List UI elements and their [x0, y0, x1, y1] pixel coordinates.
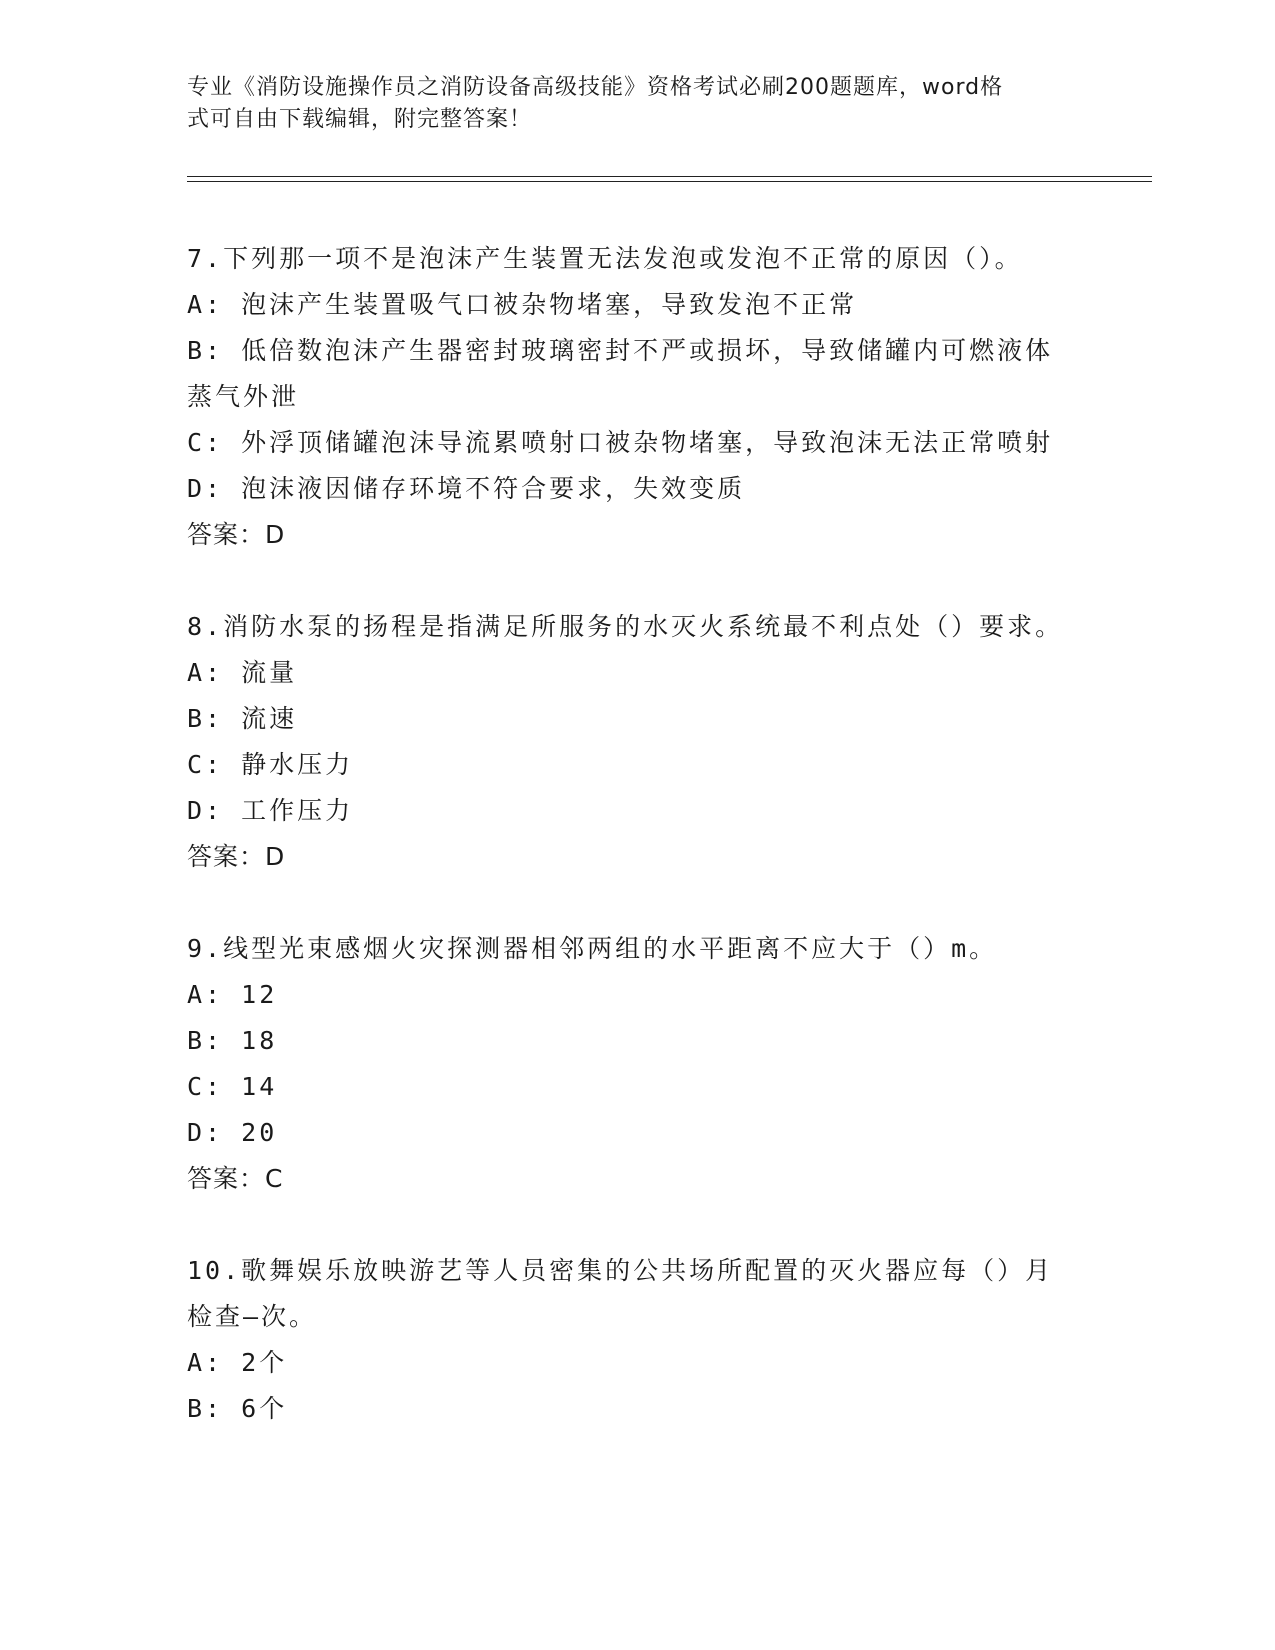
- header-line-2: 式可自由下载编辑，附完整答案！: [187, 107, 533, 132]
- question-stem: 7.下列那一项不是泡沫产生装置无法发泡或发泡不正常的原因（）。: [187, 244, 1023, 273]
- question-stem: 8.消防水泵的扬程是指满足所服务的水灭火系统最不利点处（）要求。: [187, 612, 1064, 641]
- option-d: D: 泡沫液因储存环境不符合要求，失效变质: [187, 474, 746, 503]
- question-7: [187, 236, 1087, 558]
- header-divider-top: [187, 176, 1152, 177]
- header-divider-bottom: [187, 181, 1152, 182]
- option-b: B: 流速: [187, 704, 298, 733]
- option-a: A: 2个: [187, 1348, 288, 1377]
- option-c: C: 14: [187, 1072, 278, 1101]
- option-b: B: 18: [187, 1026, 278, 1055]
- option-d: D: 工作压力: [187, 796, 354, 825]
- document-header: [187, 72, 1067, 136]
- option-c: C: 外浮顶储罐泡沫导流累喷射口被杂物堵塞，导致泡沫无法正常喷射: [187, 428, 1054, 457]
- question-stem: 9.线型光束感烟火灾探测器相邻两组的水平距离不应大于（）m。: [187, 934, 998, 963]
- question-stem: 10.歌舞娱乐放映游艺等人员密集的公共场所配置的灭火器应每（）月检查—次。: [187, 1256, 1054, 1331]
- header-line-1: 专业《消防设施操作员之消防设备高级技能》资格考试必刷200题题库，word格: [187, 75, 1004, 100]
- option-a: A: 泡沫产生装置吸气口被杂物堵塞，导致发泡不正常: [187, 290, 858, 319]
- question-8: [187, 604, 1087, 880]
- question-list: [187, 236, 1087, 1478]
- option-b: B: 低倍数泡沫产生器密封玻璃密封不严或损坏，导致储罐内可燃液体蒸气外泄: [187, 336, 1054, 411]
- answer-label: 答案：D: [187, 520, 286, 549]
- option-d: D: 20: [187, 1118, 278, 1147]
- question-9: [187, 926, 1087, 1202]
- option-a: A: 流量: [187, 658, 298, 687]
- option-a: A: 12: [187, 980, 278, 1009]
- question-10: [187, 1248, 1087, 1432]
- answer-label: 答案：C: [187, 1164, 284, 1193]
- option-c: C: 静水压力: [187, 750, 354, 779]
- answer-label: 答案：D: [187, 842, 286, 871]
- option-b: B: 6个: [187, 1394, 288, 1423]
